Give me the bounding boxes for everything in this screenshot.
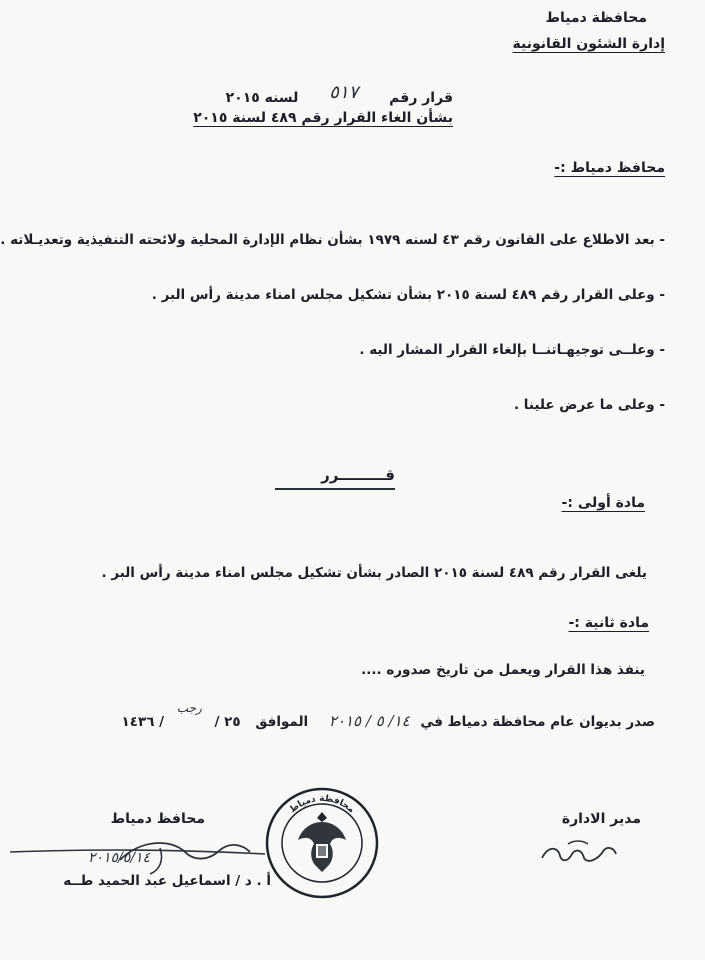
article-two-heading: مادة ثانية :- bbox=[568, 615, 649, 631]
governor-name: أ . د / اسماعيل عبد الحميد طــه bbox=[63, 873, 271, 889]
preamble-item-4: - وعلى ما عرض علينا . bbox=[513, 397, 665, 413]
preamble-item-2: - وعلى القرار رقم ٤٨٩ لسنة ٢٠١٥ بشأن تشكيل مجلس امناء مدينة رأس البر . bbox=[151, 287, 665, 303]
eagle-emblem-icon bbox=[298, 812, 346, 872]
hijri-day: ٢٥ bbox=[224, 714, 241, 730]
preamble-item-3: - وعلــى توجيهـاتنــا بإلغاء القرار المشار اليه . bbox=[359, 342, 665, 358]
official-seal bbox=[264, 786, 380, 900]
governor-signature-date: ٢٠١٥/٥/١٤ bbox=[88, 850, 151, 866]
department-header: إدارة الشئون القانونية bbox=[512, 36, 665, 52]
decision-subject: بشأن الغاء القرار رقم ٤٨٩ لسنة ٢٠١٥ bbox=[193, 110, 453, 126]
svg-text:محافظة دمياط: محافظة دمياط bbox=[287, 793, 357, 816]
decision-number-handwritten: ٥١٧ bbox=[329, 82, 359, 103]
hijri-year: ١٤٣٦ bbox=[121, 714, 155, 730]
preamble-item-1: - بعد الاطلاع على القانون رقم ٤٣ لسنه ١٩٧٩ بشأن نظام الإدارة المحلية ولائحته التنفيذية وتعديـلاته . bbox=[0, 232, 665, 248]
addressee: محافظ دمياط :- bbox=[554, 160, 665, 176]
decree-underline bbox=[275, 488, 395, 490]
decree-word: قـــــــــرر bbox=[321, 466, 395, 484]
corresponding-label: الموافق bbox=[255, 714, 309, 730]
governorate-header: محافظة دمياط bbox=[545, 10, 647, 26]
article-one-heading: مادة أولى :- bbox=[561, 495, 645, 511]
decision-number-line bbox=[225, 82, 453, 107]
governor-title: محافظ دمياط bbox=[110, 811, 205, 827]
article-two-text: ينفذ هذا القرار ويعمل من تاريخ صدوره .... bbox=[361, 662, 645, 678]
decision-prefix: قرار رقم bbox=[389, 90, 453, 106]
director-signature bbox=[538, 836, 620, 868]
issued-line: صدر بديوان عام محافظة دمياط في ١٤/ ٥ / ٢٠١٥ الموافق ٢٥ / رجب / ١٤٣٦ bbox=[121, 701, 655, 730]
issued-prefix: صدر بديوان عام محافظة دمياط في bbox=[420, 714, 655, 730]
decision-suffix: لسنه ٢٠١٥ bbox=[225, 90, 299, 106]
director-title: مدير الادارة bbox=[561, 811, 641, 827]
hijri-month-handwritten: رجب bbox=[176, 701, 202, 715]
issued-date: ١٤/ ٥ / ٢٠١٥ bbox=[328, 712, 410, 730]
article-one-text: يلغى القرار رقم ٤٨٩ لسنة ٢٠١٥ الصادر بشأن تشكيل مجلس امناء مدينة رأس البر . bbox=[101, 565, 647, 581]
